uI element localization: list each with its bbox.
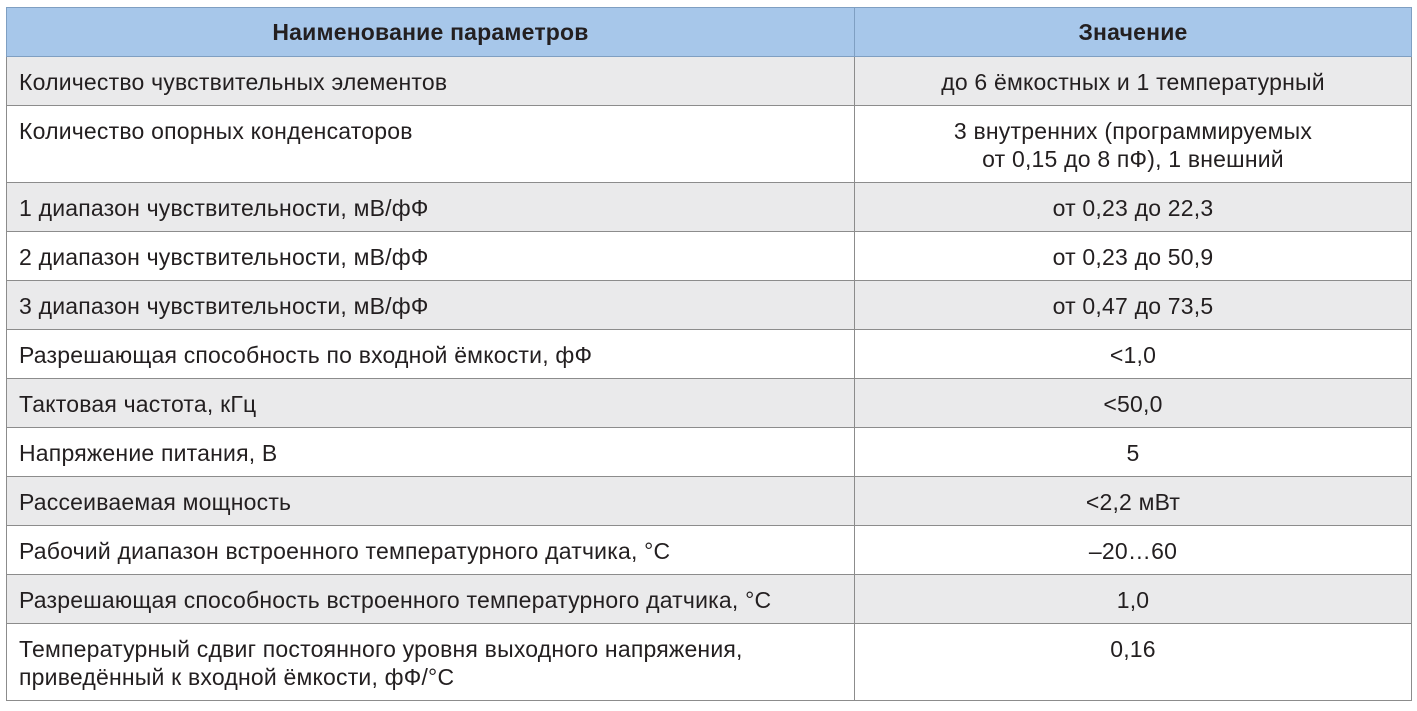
parameter-value-text: до 6 ёмкостных и 1 температурный bbox=[941, 69, 1325, 95]
table-row bbox=[7, 281, 1412, 330]
table-body bbox=[7, 57, 1412, 701]
parameter-value-text: от 0,23 до 22,3 bbox=[1052, 195, 1214, 221]
parameter-name-text: приведённый к входной ёмкости, фФ/°С bbox=[19, 664, 455, 690]
table-row bbox=[7, 379, 1412, 428]
parameter-name-cell bbox=[7, 232, 855, 281]
table-row bbox=[7, 232, 1412, 281]
parameter-value-cell bbox=[855, 183, 1412, 232]
parameter-name-cell bbox=[7, 379, 855, 428]
table-row bbox=[7, 477, 1412, 526]
parameter-value-cell bbox=[855, 428, 1412, 477]
table-row bbox=[7, 526, 1412, 575]
parameter-name-cell bbox=[7, 281, 855, 330]
parameter-name-text: 2 диапазон чувствительности, мВ/фФ bbox=[19, 244, 429, 270]
parameter-value-text: 1,0 bbox=[1116, 587, 1150, 613]
parameters-table bbox=[6, 7, 1412, 701]
parameter-value-text: <2,2 мВт bbox=[1085, 489, 1181, 515]
parameter-value-text: от 0,15 до 8 пФ), 1 внешний bbox=[982, 146, 1284, 172]
table-row bbox=[7, 624, 1412, 701]
table-row bbox=[7, 330, 1412, 379]
parameter-value-cell bbox=[855, 624, 1412, 701]
parameter-name-text: Тактовая частота, кГц bbox=[19, 391, 257, 417]
parameter-value-text: <1,0 bbox=[1109, 342, 1157, 368]
parameter-name-cell bbox=[7, 106, 855, 183]
parameter-name-text: Разрешающая способность встроенного температурного датчика, °С bbox=[19, 587, 772, 613]
parameter-name-cell bbox=[7, 57, 855, 106]
parameter-value-cell bbox=[855, 232, 1412, 281]
parameter-name-text: Рабочий диапазон встроенного температурного датчика, °С bbox=[19, 538, 671, 564]
parameter-name-text: Рассеиваемая мощность bbox=[19, 489, 292, 515]
parameter-value-text: от 0,23 до 50,9 bbox=[1052, 244, 1214, 270]
parameter-value-cell bbox=[855, 379, 1412, 428]
parameter-value-text: 5 bbox=[1126, 440, 1140, 466]
parameter-name-text: 3 диапазон чувствительности, мВ/фФ bbox=[19, 293, 429, 319]
header-parameter-name: Наименование параметров bbox=[7, 8, 855, 57]
parameter-value-cell bbox=[855, 330, 1412, 379]
parameter-value-text: 0,16 bbox=[1110, 636, 1156, 662]
parameter-name-cell bbox=[7, 428, 855, 477]
table-row bbox=[7, 106, 1412, 183]
parameter-value-text: от 0,47 до 73,5 bbox=[1052, 293, 1214, 319]
parameter-name-cell bbox=[7, 575, 855, 624]
parameter-value-text: 3 внутренних (программируемых bbox=[953, 118, 1313, 144]
table-row bbox=[7, 575, 1412, 624]
parameter-name-text: Разрешающая способность по входной ёмкости, фФ bbox=[19, 342, 593, 368]
table-row bbox=[7, 57, 1412, 106]
parameter-name-cell bbox=[7, 183, 855, 232]
parameter-name-text: 1 диапазон чувствительности, мВ/фФ bbox=[19, 195, 429, 221]
parameter-name-cell bbox=[7, 624, 855, 701]
parameter-name-text: Количество чувствительных элементов bbox=[19, 69, 448, 95]
parameter-name-text: Количество опорных конденсаторов bbox=[19, 118, 413, 144]
parameter-name-cell bbox=[7, 526, 855, 575]
parameter-value-cell bbox=[855, 281, 1412, 330]
parameter-name-cell bbox=[7, 477, 855, 526]
table-header-row bbox=[7, 8, 1412, 57]
parameter-value-cell bbox=[855, 575, 1412, 624]
parameter-value-text: –20…60 bbox=[1088, 538, 1178, 564]
parameter-value-cell bbox=[855, 106, 1412, 183]
parameter-value-cell bbox=[855, 477, 1412, 526]
parameter-value-cell bbox=[855, 57, 1412, 106]
table-header bbox=[7, 8, 1412, 57]
parameter-value-text: <50,0 bbox=[1103, 391, 1163, 417]
parameter-value-cell bbox=[855, 526, 1412, 575]
table-row bbox=[7, 183, 1412, 232]
parameter-name-cell bbox=[7, 330, 855, 379]
header-value: Значение bbox=[855, 8, 1412, 57]
table-row bbox=[7, 428, 1412, 477]
parameter-name-text: Напряжение питания, В bbox=[19, 440, 278, 466]
parameter-name-text: Температурный сдвиг постоянного уровня выходного напряжения, bbox=[19, 636, 743, 662]
